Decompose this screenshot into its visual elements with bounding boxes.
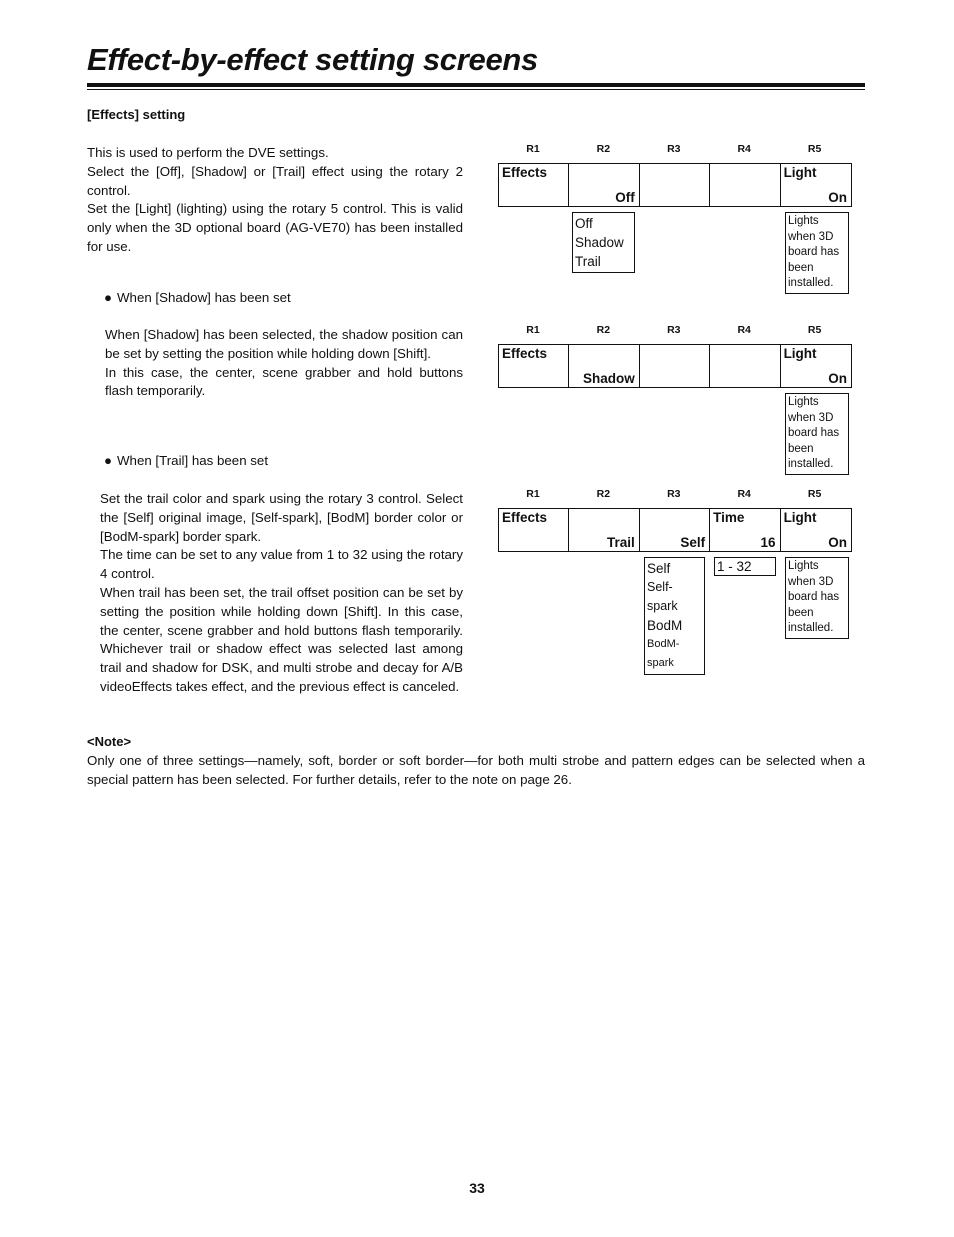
cell-r3 [640, 509, 710, 551]
intro-line: Set the [Light] (lighting) using the rotary 5 control. This is valid only when the 3D optional board (AG-VE70) has been installed for use. [87, 201, 463, 254]
rotary-labels [498, 324, 852, 338]
intro-line: Select the [Off], [Shadow] or [Trail] effect using the rotary 2 control. [87, 163, 463, 198]
cell-label: Light [783, 346, 817, 361]
effects-panel-shadow [498, 324, 852, 476]
trail-bullet-text: When [Trail] has been set [117, 453, 269, 468]
shadow-paragraph: When [Shadow] has been selected, the shadow position can be set by setting the position while holding down [Shift]. [105, 327, 463, 361]
effects-panel-off [498, 143, 852, 295]
light-note [785, 557, 849, 639]
light-note-line: been [788, 606, 814, 619]
effects-panel-trail [498, 488, 852, 669]
rotary-label-r1: R1 [526, 143, 540, 155]
light-note-line: when 3D [788, 411, 834, 424]
cell-label: Effects [502, 346, 548, 361]
rotary-labels [498, 143, 852, 157]
cell-r5 [781, 509, 851, 551]
light-note-line: installed. [788, 277, 834, 290]
cell-r1 [499, 345, 569, 387]
rotary-label-r4: R4 [737, 143, 751, 155]
bullet-icon: ● [104, 290, 113, 305]
rotary-label-r2: R2 [596, 143, 611, 155]
r4-range-box [714, 557, 776, 576]
light-note-line: board has [788, 246, 840, 259]
cell-label: Light [783, 165, 817, 180]
r3-options-list [644, 557, 705, 675]
rotary-label-r1: R1 [526, 488, 540, 500]
trail-paragraph: The time can be set to any value from 1 to 32 using the rotary 4 control. [100, 547, 463, 582]
cell-r4 [710, 345, 780, 387]
page-title: Effect-by-effect setting screens [87, 42, 538, 77]
section-heading: [Effects] setting [87, 107, 186, 122]
settings-grid [498, 508, 852, 552]
option-item: BodM [647, 618, 683, 633]
shadow-text [105, 326, 463, 401]
cell-r3 [640, 164, 710, 206]
note-heading: <Note> [87, 734, 132, 749]
option-item: Self-spark [647, 580, 678, 613]
range-value: 1 - 32 [717, 559, 752, 574]
cell-label: Effects [502, 165, 548, 180]
light-note-line: Lights [788, 396, 819, 408]
rotary-label-r4: R4 [737, 324, 751, 336]
light-note-line: board has [788, 591, 840, 604]
rotary-label-r2: R2 [596, 488, 611, 500]
trail-text [100, 490, 463, 697]
settings-grid [498, 163, 852, 207]
rotary-label-r3: R3 [667, 488, 681, 500]
trail-bullet [104, 452, 268, 471]
light-note [785, 212, 849, 294]
cell-r2 [569, 509, 639, 551]
light-note-line: installed. [788, 622, 834, 635]
cell-value: Self [680, 535, 706, 550]
page-number: 33 [469, 1180, 485, 1196]
rotary-label-r5: R5 [807, 488, 822, 500]
cell-r1 [499, 509, 569, 551]
cell-r2 [569, 164, 639, 206]
trail-paragraph: When trail has been set, the trail offset position can be set by setting the position while holding down [Shift]. In this case, the center, scene grabber and hold buttons flash temporarily. Whichever trail or shadow effect was selected last among trail and shadow for DSK, and multi strobe and decay for A/B videoEffects takes effect, and the previous effect is canceled. [100, 584, 463, 694]
cell-label: Light [783, 510, 817, 525]
option-item: Self [647, 561, 671, 576]
light-note-line: Lights [788, 215, 819, 227]
light-note [785, 393, 849, 475]
rotary-label-r5: R5 [807, 324, 822, 336]
light-note-line: when 3D [788, 230, 834, 243]
option-item: BodM-spark [647, 638, 680, 669]
intro-line: This is used to perform the DVE settings. [87, 145, 329, 160]
cell-value: Trail [607, 535, 635, 550]
light-note-line: when 3D [788, 575, 834, 588]
cell-r3 [640, 345, 710, 387]
shadow-bullet-text: When [Shadow] has been set [117, 290, 291, 305]
shadow-paragraph: In this case, the center, scene grabber and hold buttons flash temporarily. [105, 364, 463, 399]
light-note-line: been [788, 261, 814, 274]
note-text: Only one of three settings—namely, soft, border or soft border—for both multi strobe and pattern edges can be selected when a special pattern has been selected. For further details, refer to the note on page 26. [87, 753, 865, 787]
cell-r1 [499, 164, 569, 206]
light-note-line: installed. [788, 458, 834, 471]
cell-r4 [710, 164, 780, 206]
rotary-label-r3: R3 [667, 143, 681, 155]
rotary-label-r3: R3 [667, 324, 681, 336]
cell-value: 16 [760, 535, 776, 550]
cell-r2 [569, 345, 639, 387]
title-rule [87, 83, 865, 87]
cell-r5 [781, 345, 851, 387]
cell-r4 [710, 509, 780, 551]
r2-options-list [572, 212, 635, 273]
rotary-label-r5: R5 [807, 143, 822, 155]
option-item: Off [575, 216, 593, 231]
light-note-line: been [788, 442, 814, 455]
light-note-line: board has [788, 427, 840, 440]
cell-value: On [828, 371, 847, 386]
intro-text [87, 144, 463, 257]
cell-value: Off [615, 190, 635, 205]
rotary-label-r4: R4 [737, 488, 751, 500]
cell-value: Shadow [583, 371, 635, 386]
bullet-icon: ● [104, 453, 113, 468]
light-note-line: Lights [788, 560, 819, 572]
option-item: Shadow [575, 235, 624, 250]
rotary-label-r1: R1 [526, 324, 540, 336]
option-item: Trail [575, 254, 601, 269]
cell-value: On [828, 190, 847, 205]
rotary-label-r2: R2 [596, 324, 611, 336]
title-rule-thin [87, 89, 865, 90]
cell-r5 [781, 164, 851, 206]
rotary-labels [498, 488, 852, 502]
settings-grid [498, 344, 852, 388]
cell-label: Time [713, 510, 745, 525]
trail-paragraph: Set the trail color and spark using the rotary 3 control. Select the [Self] original image, [Self-spark], [BodM] border color or [BodM-spark] border spark. [100, 491, 463, 544]
cell-label: Effects [502, 510, 548, 525]
shadow-bullet [104, 289, 291, 308]
cell-value: On [828, 535, 847, 550]
